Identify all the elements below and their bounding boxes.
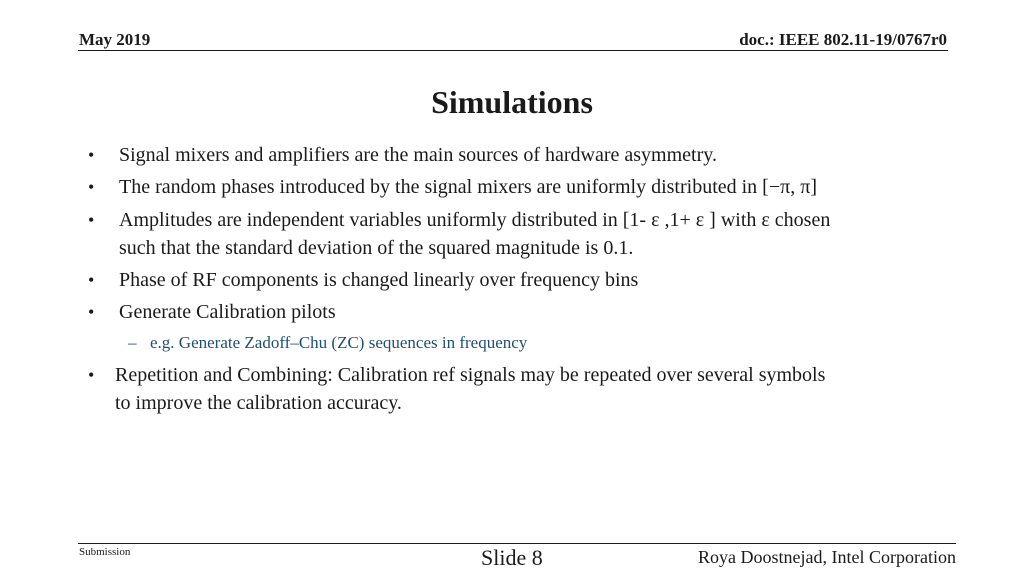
- slide-number: Slide 8: [481, 545, 543, 570]
- sub-bullet-marker: –: [128, 333, 137, 352]
- footer-submission: Submission: [79, 546, 131, 558]
- bullet-marker: •: [88, 177, 95, 197]
- header-doc-number: doc.: IEEE 802.11-19/0767r0: [739, 30, 947, 49]
- bullet-text: to improve the calibration accuracy.: [115, 392, 402, 414]
- bullet-text: Repetition and Combining: Calibration ref signals may be repeated over several symbols: [115, 364, 826, 386]
- bullet-marker: •: [88, 270, 95, 290]
- header-date: May 2019: [79, 30, 151, 49]
- footer-rule: [78, 543, 956, 544]
- bullet-text: The random phases introduced by the signal mixers are uniformly distributed in [−π, π]: [119, 176, 817, 198]
- bullet-text: Signal mixers and amplifiers are the main sources of hardware asymmetry.: [119, 144, 717, 166]
- bullet-text: Generate Calibration pilots: [119, 301, 336, 323]
- slide-title: Simulations: [431, 84, 593, 120]
- bullet-text: such that the standard deviation of the squared magnitude is 0.1.: [119, 237, 634, 259]
- bullet-marker: •: [88, 365, 95, 385]
- sub-bullet-text: e.g. Generate Zadoff–Chu (ZC) sequences in frequency: [150, 333, 528, 352]
- bullet-text: Phase of RF components is changed linearly over frequency bins: [119, 269, 639, 291]
- bullet-marker: •: [88, 302, 95, 322]
- bullet-marker: •: [88, 210, 95, 230]
- bullet-marker: •: [88, 145, 95, 165]
- footer-author: Roya Doostnejad, Intel Corporation: [698, 547, 956, 567]
- bullet-text: Amplitudes are independent variables uniformly distributed in [1- ε ,1+ ε ] with ε chosen: [119, 209, 831, 231]
